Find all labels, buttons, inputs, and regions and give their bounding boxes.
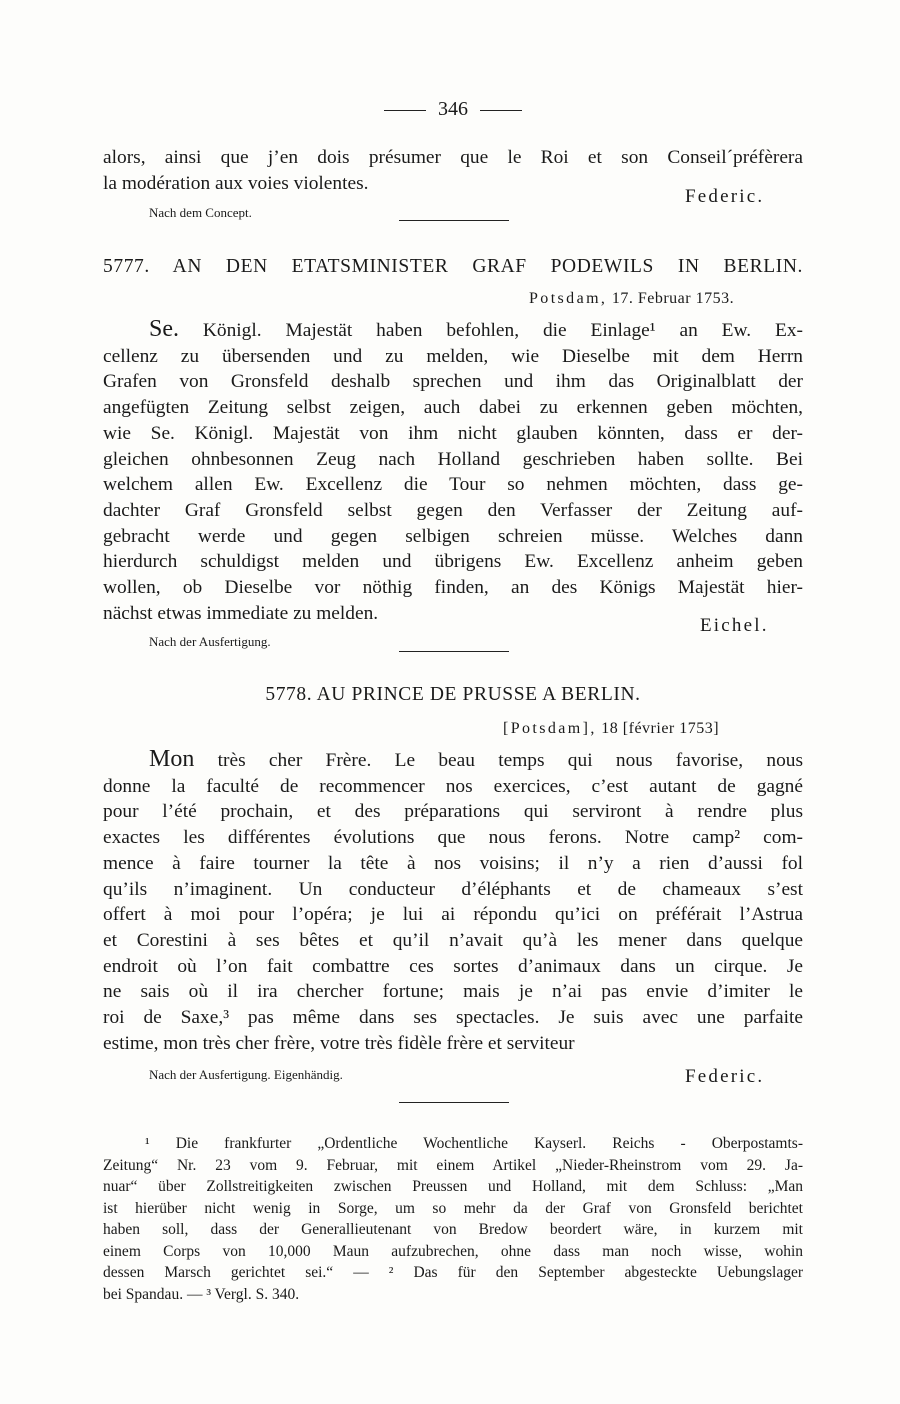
footnote-line: einem Corps von 10,000 Maun aufzubrechen, ohne dass man noch wisse, wohin [103, 1242, 803, 1260]
signature-federic-bottom: Federic. [685, 1066, 765, 1087]
date: 17. Februar 1753. [611, 290, 735, 307]
text-line: welchem allen Ew. Excellenz die Tour so nehmen möchten, dass ge- [103, 474, 803, 496]
signature-federic-top: Federic. [685, 186, 765, 207]
dateline-5777 [529, 290, 734, 308]
text-line: gebracht werde und gegen selbigen schreien müsse. Welches dann [103, 525, 803, 547]
page-number-text: 346 [438, 98, 468, 120]
letter-heading-5778: 5778. AU PRINCE DE PRUSSE A BERLIN. [265, 684, 641, 705]
text-line: offert à moi pour l’opéra; je lui ai répondu qu’ici on préférait l’Astrua [103, 904, 803, 926]
page-number-dash-left [384, 110, 426, 111]
footnote-line: nuar“ über Zollstreitigkeiten zwischen Preussen und Holland, mit dem Schluss: „Man [103, 1178, 803, 1195]
text-line: hierdurch schuldigst melden und übrigens Ew. Excellenz anheim geben [103, 551, 803, 573]
text-line: gleichen ohnbesonnen Zeug nach Holland geschrieben haben sollte. Bei [103, 448, 803, 470]
section-divider [399, 651, 509, 652]
text-line: wollen, ob Dieselbe vor nöthig finden, an des Königs Majestät hier- [103, 577, 803, 599]
footnote-line: haben soll, dass der Generallieutenant von Bredow beordert wäre, in kurzem mit [103, 1221, 803, 1238]
text-line: estime, mon très cher frère, votre très fidèle frère et serviteur [103, 1032, 575, 1054]
letter-heading-5777: 5777. AN DEN ETATSMINISTER GRAF PODEWILS IN BERLIN. [103, 256, 803, 277]
text-line: qu’ils n’imaginent. Un conducteur d’éléphants et de chameaux s’est [103, 878, 803, 900]
section-divider [399, 220, 509, 221]
page-number-dash-right [480, 110, 522, 111]
letter-body-5778 [103, 747, 803, 1056]
page-number [103, 98, 803, 121]
source-note-5777: Nach der Ausfertigung. [149, 634, 271, 649]
source-note-5778: Nach der Ausfertigung. Eigenhändig. [149, 1067, 343, 1082]
footnote-line: ist hierüber nicht wenig in Sorge, um so mehr da der Graf von Gronsfeld berichtet [103, 1199, 803, 1217]
text-line: et Corestini à ses bêtes et qu’il n’avait qu’à les mener dans quelque [103, 929, 803, 951]
text-line [103, 317, 803, 344]
initial-word: Mon [149, 746, 195, 772]
text-line-rest: très cher Frère. Le beau temps qui nous favorise, nous [194, 750, 803, 771]
text-line: exactes les différentes évolutions que nous ferons. Notre camp² com- [103, 827, 803, 849]
dateline-5778 [503, 720, 719, 738]
text-line: roi de Saxe,³ pas même dans ses spectacles. Je suis avec une parfaite [103, 1007, 803, 1029]
footnote-line: ¹ Die frankfurter „Ordentliche Wochentliche Kayserl. Reichs - Oberpostamts- [145, 1135, 803, 1152]
text-line: pour l’été prochain, et des préparations qui serviront à rendre plus [103, 801, 803, 823]
date: 18 [février 1753] [601, 720, 720, 737]
footnote-line: bei Spandau. — ³ Vergl. S. 340. [103, 1285, 300, 1303]
initial-word: Se. [149, 316, 179, 342]
footnote-line: Zeitung“ Nr. 23 vom 9. Februar, mit einem Artikel „Nieder-Rheinstrom vom 29. Ja- [103, 1156, 803, 1174]
letter-body-5777 [103, 317, 803, 626]
footnote-line: dessen Marsch gerichtet sei.“ — ² Das für den September abgesteckte Uebungslager [103, 1264, 803, 1281]
text-line: endroit où l’on fait combattre ces sortes d’animaux dans un cirque. Je [103, 955, 803, 977]
text-line-rest: Königl. Majestät haben befohlen, die Einlage¹ an Ew. Ex- [179, 320, 803, 341]
text-line: alors, ainsi que j’en dois présumer que le Roi et son Conseil´préfèrera [103, 147, 803, 168]
text-line: wie Se. Königl. Majestät von ihm nicht glauben könnten, dass er der- [103, 422, 803, 444]
text-line: donne la faculté de recommencer nos exercices, c’est autant de gagné [103, 775, 803, 797]
text-line: ne sais où il ira chercher fortune; mais je n’ai pas envie d’imiter le [103, 981, 803, 1003]
text-line: angefügten Zeitung selbst zeigen, auch dabei zu erkennen geben möchten, [103, 397, 803, 419]
text-line: la modération aux voies violentes. [103, 172, 369, 194]
text-line: Grafen von Gronsfeld deshalb sprechen und ihm das Originalblatt der [103, 371, 803, 393]
date-place: Potsdam, [529, 290, 608, 307]
footnotes [103, 1133, 803, 1305]
text-line: nächst etwas immediate zu melden. [103, 602, 379, 624]
text-line: cellenz zu übersenden und zu melden, wie Dieselbe mit dem Herrn [103, 345, 803, 367]
source-note-top: Nach dem Concept. [149, 205, 252, 220]
date-place: [Potsdam], [503, 720, 597, 737]
text-line [103, 747, 803, 774]
text-line: mence à faire tourner la tête à nos voisins; il n’y a rien d’aussi fol [103, 852, 803, 874]
signature-eichel: Eichel. [700, 615, 769, 636]
text-line: dachter Graf Gronsfeld selbst gegen den Verfasser der Zeitung auf- [103, 499, 803, 521]
section-divider [399, 1102, 509, 1103]
